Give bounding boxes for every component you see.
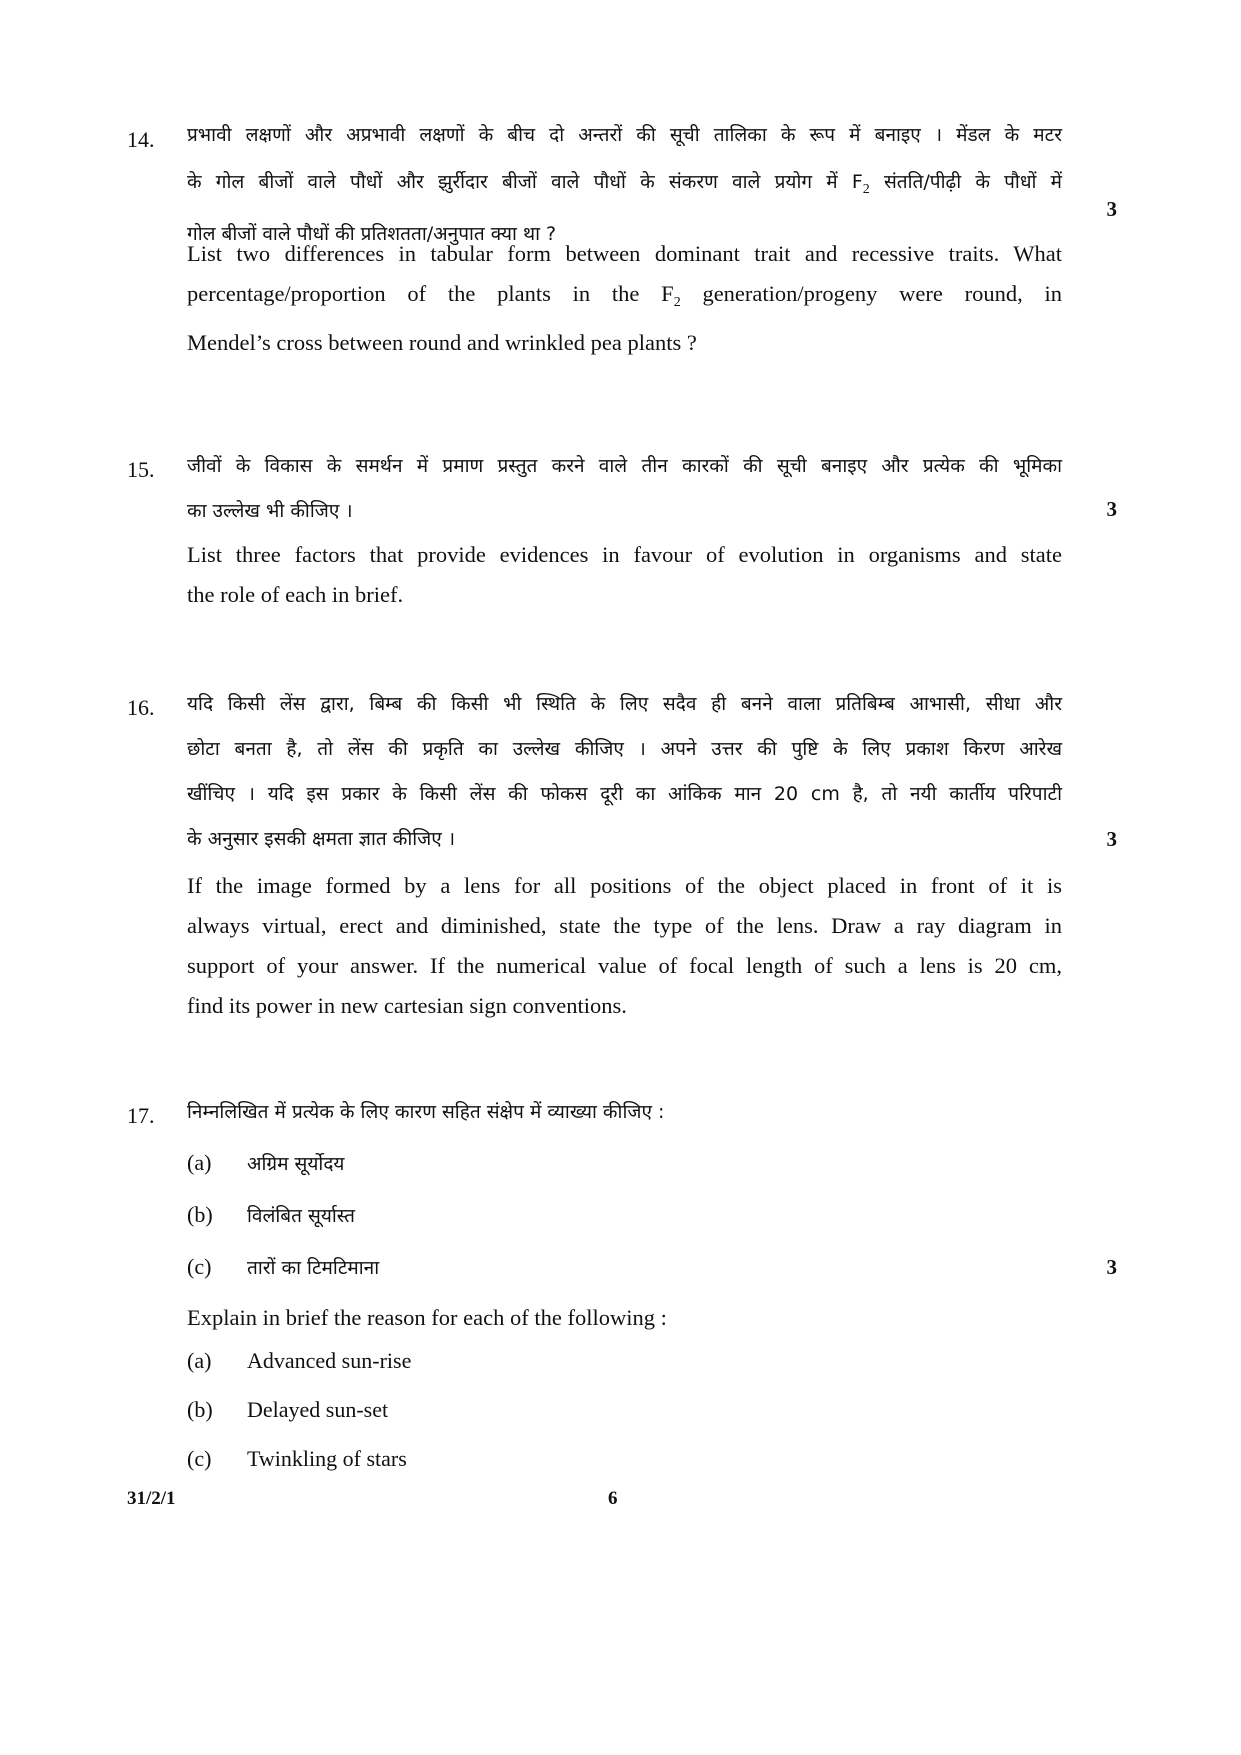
hindi-line: प्रभावी लक्षणों और अप्रभावी लक्षणों के बीच दो अन्तरों की सूची तालिका के रूप में बनाइए । मेंडल के मटर bbox=[187, 124, 1062, 146]
marks: 3 bbox=[1106, 197, 1117, 221]
hindi-line: खींचिए । यदि इस प्रकार के किसी लेंस की फोकस दूरी का आंकिक मान 20 cm है, तो नयी कार्तीय परिपाटी bbox=[187, 783, 1062, 805]
question-english-text bbox=[187, 535, 1062, 615]
marks: 3 bbox=[1106, 827, 1117, 851]
english-line: percentage/proportion of the plants in the $F_2$ generation/progeny were round, in bbox=[187, 281, 1062, 310]
paper-code: 31/2/1 bbox=[127, 1488, 176, 1509]
marks: 3 bbox=[1106, 1255, 1117, 1279]
english-line: always virtual, erect and diminished, state the type of the lens. Draw a ray diagram in bbox=[187, 913, 1062, 938]
english-option-a: (a) Advanced sun-rise bbox=[187, 1348, 412, 1373]
hindi-option-b: (b) विलंबित सूर्यास्त bbox=[187, 1202, 356, 1227]
question-number: 16. bbox=[127, 695, 155, 720]
english-line: find its power in new cartesian sign conventions. bbox=[187, 993, 627, 1018]
english-line: the role of each in brief. bbox=[187, 582, 404, 607]
hindi-line: छोटा बनता है, तो लेंस की प्रकृति का उल्लेख कीजिए । अपने उत्तर की पुष्टि के लिए प्रकाश किरण आरेख bbox=[187, 738, 1062, 760]
question-english-text bbox=[187, 234, 1062, 363]
hindi-line: निम्नलिखित में प्रत्येक के लिए कारण सहित संक्षेप में व्याख्या कीजिए : bbox=[187, 1101, 665, 1123]
english-line: support of your answer. If the numerical value of focal length of such a lens is 20 cm, bbox=[187, 953, 1062, 978]
hindi-line: यदि किसी लेंस द्वारा, बिम्ब की किसी भी स्थिति के लिए सदैव ही बनने वाला प्रतिबिम्ब आभासी, सीधा और bbox=[187, 693, 1062, 715]
question-number: 14. bbox=[127, 127, 155, 152]
english-line: List three factors that provide evidences in favour of evolution in organisms and state bbox=[187, 542, 1062, 567]
question-english-text bbox=[187, 866, 1062, 1026]
english-option-c: (c) Twinkling of stars bbox=[187, 1446, 407, 1471]
hindi-option-c: (c) तारों का टिमटिमाना bbox=[187, 1254, 380, 1279]
english-line: Mendel’s cross between round and wrinkled pea plants ? bbox=[187, 330, 697, 355]
marks: 3 bbox=[1106, 497, 1117, 521]
question-number: 15. bbox=[127, 457, 155, 482]
hindi-option-a: (a) अग्रिम सूर्योदय bbox=[187, 1150, 345, 1175]
english-line: If the image formed by a lens for all positions of the object placed in front of it is bbox=[187, 873, 1062, 898]
question-english-text bbox=[187, 1298, 1062, 1338]
question-hindi-text bbox=[187, 444, 1062, 534]
hindi-line: के गोल बीजों वाले पौधों और झुर्रीदार बीजों वाले पौधों के संकरण वाले प्रयोग में $F_2$ संतति/पीढ़ी के पौधों में bbox=[187, 171, 1063, 197]
question-hindi-text bbox=[187, 1090, 1062, 1135]
question-hindi-text bbox=[187, 682, 1062, 862]
hindi-line: का उल्लेख भी कीजिए । bbox=[187, 500, 353, 522]
english-line: Explain in brief the reason for each of the following : bbox=[187, 1305, 667, 1330]
hindi-line: के अनुसार इसकी क्षमता ज्ञात कीजिए । bbox=[187, 828, 456, 850]
english-option-b: (b) Delayed sun-set bbox=[187, 1397, 389, 1422]
page-number: 6 bbox=[608, 1488, 618, 1509]
hindi-line: जीवों के विकास के समर्थन में प्रमाण प्रस्तुत करने वाले तीन कारकों की सूची बनाइए और प्रत्येक की भूमिका bbox=[187, 455, 1062, 477]
question-number: 17. bbox=[127, 1103, 155, 1128]
english-line: List two differences in tabular form between dominant trait and recessive traits. What bbox=[187, 241, 1062, 266]
hindi-line: गोल बीजों वाले पौधों की प्रतिशतता/अनुपात क्या था ? bbox=[187, 223, 557, 245]
